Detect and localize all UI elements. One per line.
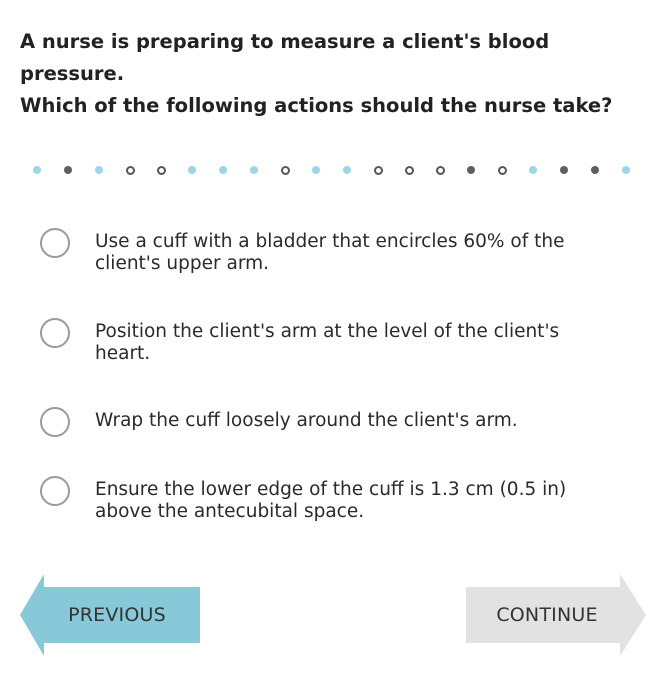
continue-label: CONTINUE <box>496 604 598 626</box>
progress-dot-ring <box>154 163 168 177</box>
previous-label: PREVIOUS <box>68 604 166 626</box>
progress-dot-blue <box>185 163 199 177</box>
progress-dot-blue <box>216 163 230 177</box>
question-line-2: Which of the following actions should the nurse take? <box>20 94 613 117</box>
answer-option-1[interactable] <box>40 228 640 278</box>
progress-dot-blue <box>30 163 44 177</box>
progress-dot-blue <box>309 163 323 177</box>
previous-button[interactable] <box>20 574 200 656</box>
answer-option-text: Wrap the cuff loosely around the client's arm. <box>95 410 518 431</box>
answer-option-4[interactable] <box>40 476 640 526</box>
progress-dot-ring <box>371 163 385 177</box>
question-text <box>20 26 660 122</box>
radio-button[interactable] <box>40 407 70 437</box>
progress-dot-ring <box>402 163 416 177</box>
radio-button[interactable] <box>40 318 70 348</box>
progress-dot-blue <box>526 163 540 177</box>
progress-dots <box>30 163 633 177</box>
progress-dot-blue <box>247 163 261 177</box>
progress-dot-grey <box>588 163 602 177</box>
progress-dot-blue <box>619 163 633 177</box>
progress-dot-blue <box>340 163 354 177</box>
progress-dot-ring <box>123 163 137 177</box>
progress-dot-grey <box>464 163 478 177</box>
answer-option-text: Ensure the lower edge of the cuff is 1.3 cm (0.5 in) above the antecubital space. <box>95 479 567 522</box>
answer-option-text: Position the client's arm at the level of the client's heart. <box>95 321 560 364</box>
answer-option-3[interactable] <box>40 407 640 437</box>
progress-dot-ring <box>278 163 292 177</box>
progress-dot-ring <box>495 163 509 177</box>
answer-option-text: Use a cuff with a bladder that encircles 60% of the client's upper arm. <box>95 231 565 274</box>
progress-dot-ring <box>433 163 447 177</box>
progress-dot-grey <box>557 163 571 177</box>
radio-button[interactable] <box>40 228 70 258</box>
progress-dot-blue <box>92 163 106 177</box>
question-line-1: A nurse is preparing to measure a client's blood pressure. <box>20 30 550 85</box>
answer-option-2[interactable] <box>40 318 640 368</box>
radio-button[interactable] <box>40 476 70 506</box>
continue-button[interactable] <box>466 574 646 656</box>
progress-dot-grey <box>61 163 75 177</box>
